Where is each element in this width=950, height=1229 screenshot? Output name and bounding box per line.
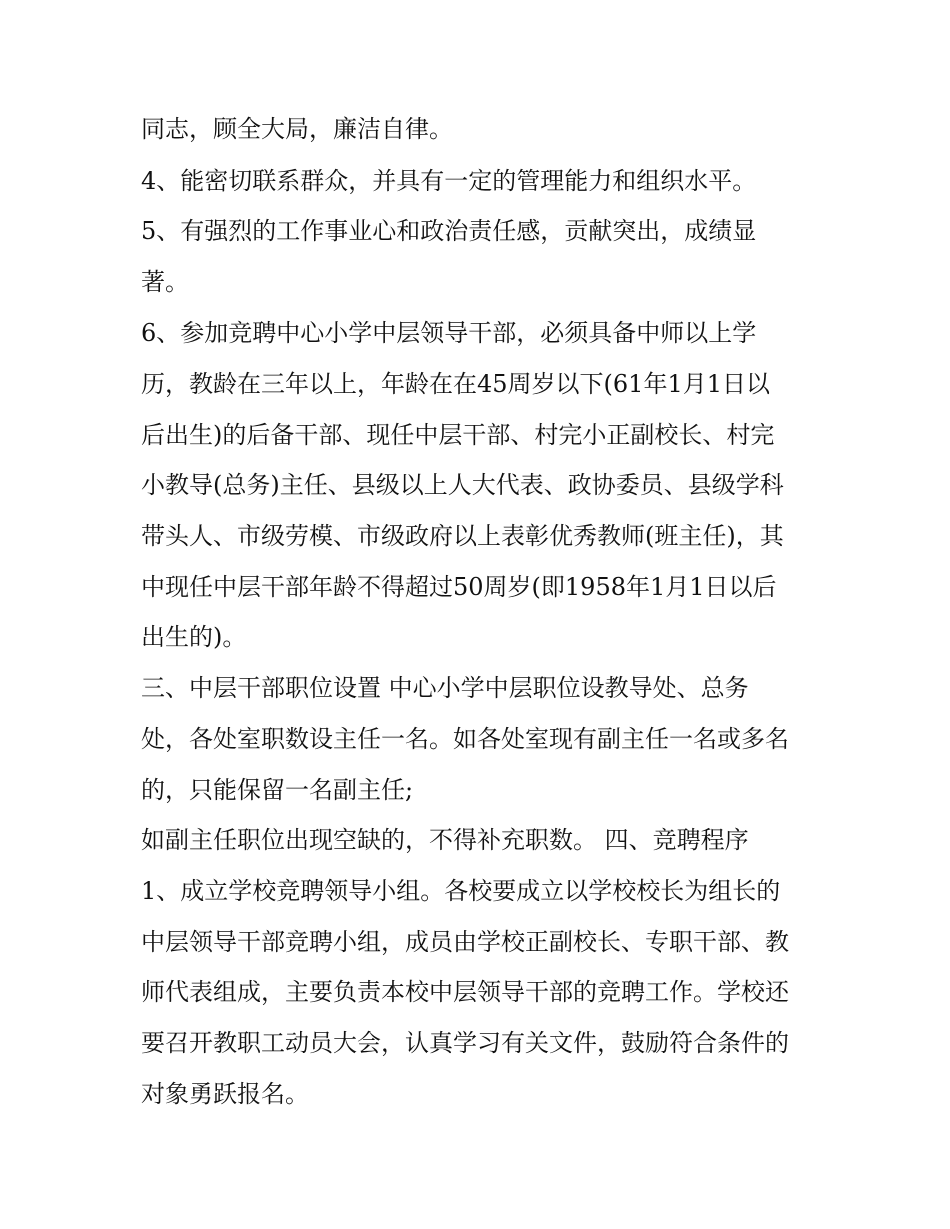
text-line-6: 历，教龄在三年以上，年龄在在45周岁以下(61年1月1日以 [141, 370, 770, 398]
text-line-11: 出生的)。 [141, 623, 247, 651]
text-line-5: 6、参加竞聘中心小学中层领导干部，必须具备中师以上学 [141, 319, 757, 347]
text-line-9: 带头人、市级劳模、市级政府以上表彰优秀教师(班主任)，其 [141, 522, 784, 550]
text-line-8: 小教导(总务)主任、县级以上人大代表、政协委员、县级学科 [141, 471, 784, 499]
text-line-7: 后出生)的后备干部、现任中层干部、村完小正副校长、村完 [141, 421, 775, 449]
text-line-12: 三、中层干部职位设置 中心小学中层职位设教导处、总务 [141, 674, 749, 702]
text-line-3: 5、有强烈的工作事业心和政治责任感，贡献突出，成绩显 [141, 217, 757, 245]
text-line-16: 1、成立学校竞聘领导小组。各校要成立以学校校长为组长的 [141, 877, 781, 905]
text-line-14: 的，只能保留一名副主任; [141, 776, 414, 804]
text-line-18: 师代表组成，主要负责本校中层领导干部的竞聘工作。学校还 [141, 978, 789, 1006]
text-line-17: 中层领导干部竞聘小组，成员由学校正副校长、专职干部、教 [141, 928, 789, 956]
text-line-1: 同志，顾全大局，廉洁自律。 [141, 115, 453, 143]
text-line-19: 要召开教职工动员大会，认真学习有关文件，鼓励符合条件的 [141, 1029, 789, 1057]
text-line-20: 对象勇跃报名。 [141, 1080, 309, 1108]
text-line-2: 4、能密切联系群众，并具有一定的管理能力和组织水平。 [141, 167, 757, 195]
text-line-4: 著。 [141, 268, 189, 296]
text-line-15: 如副主任职位出现空缺的，不得补充职数。 四、竞聘程序 [141, 826, 749, 854]
text-line-13: 处，各处室职数设主任一名。如各处室现有副主任一名或多名 [141, 725, 789, 753]
text-line-10: 中现任中层干部年龄不得超过50周岁(即1958年1月1日以后 [141, 573, 777, 601]
